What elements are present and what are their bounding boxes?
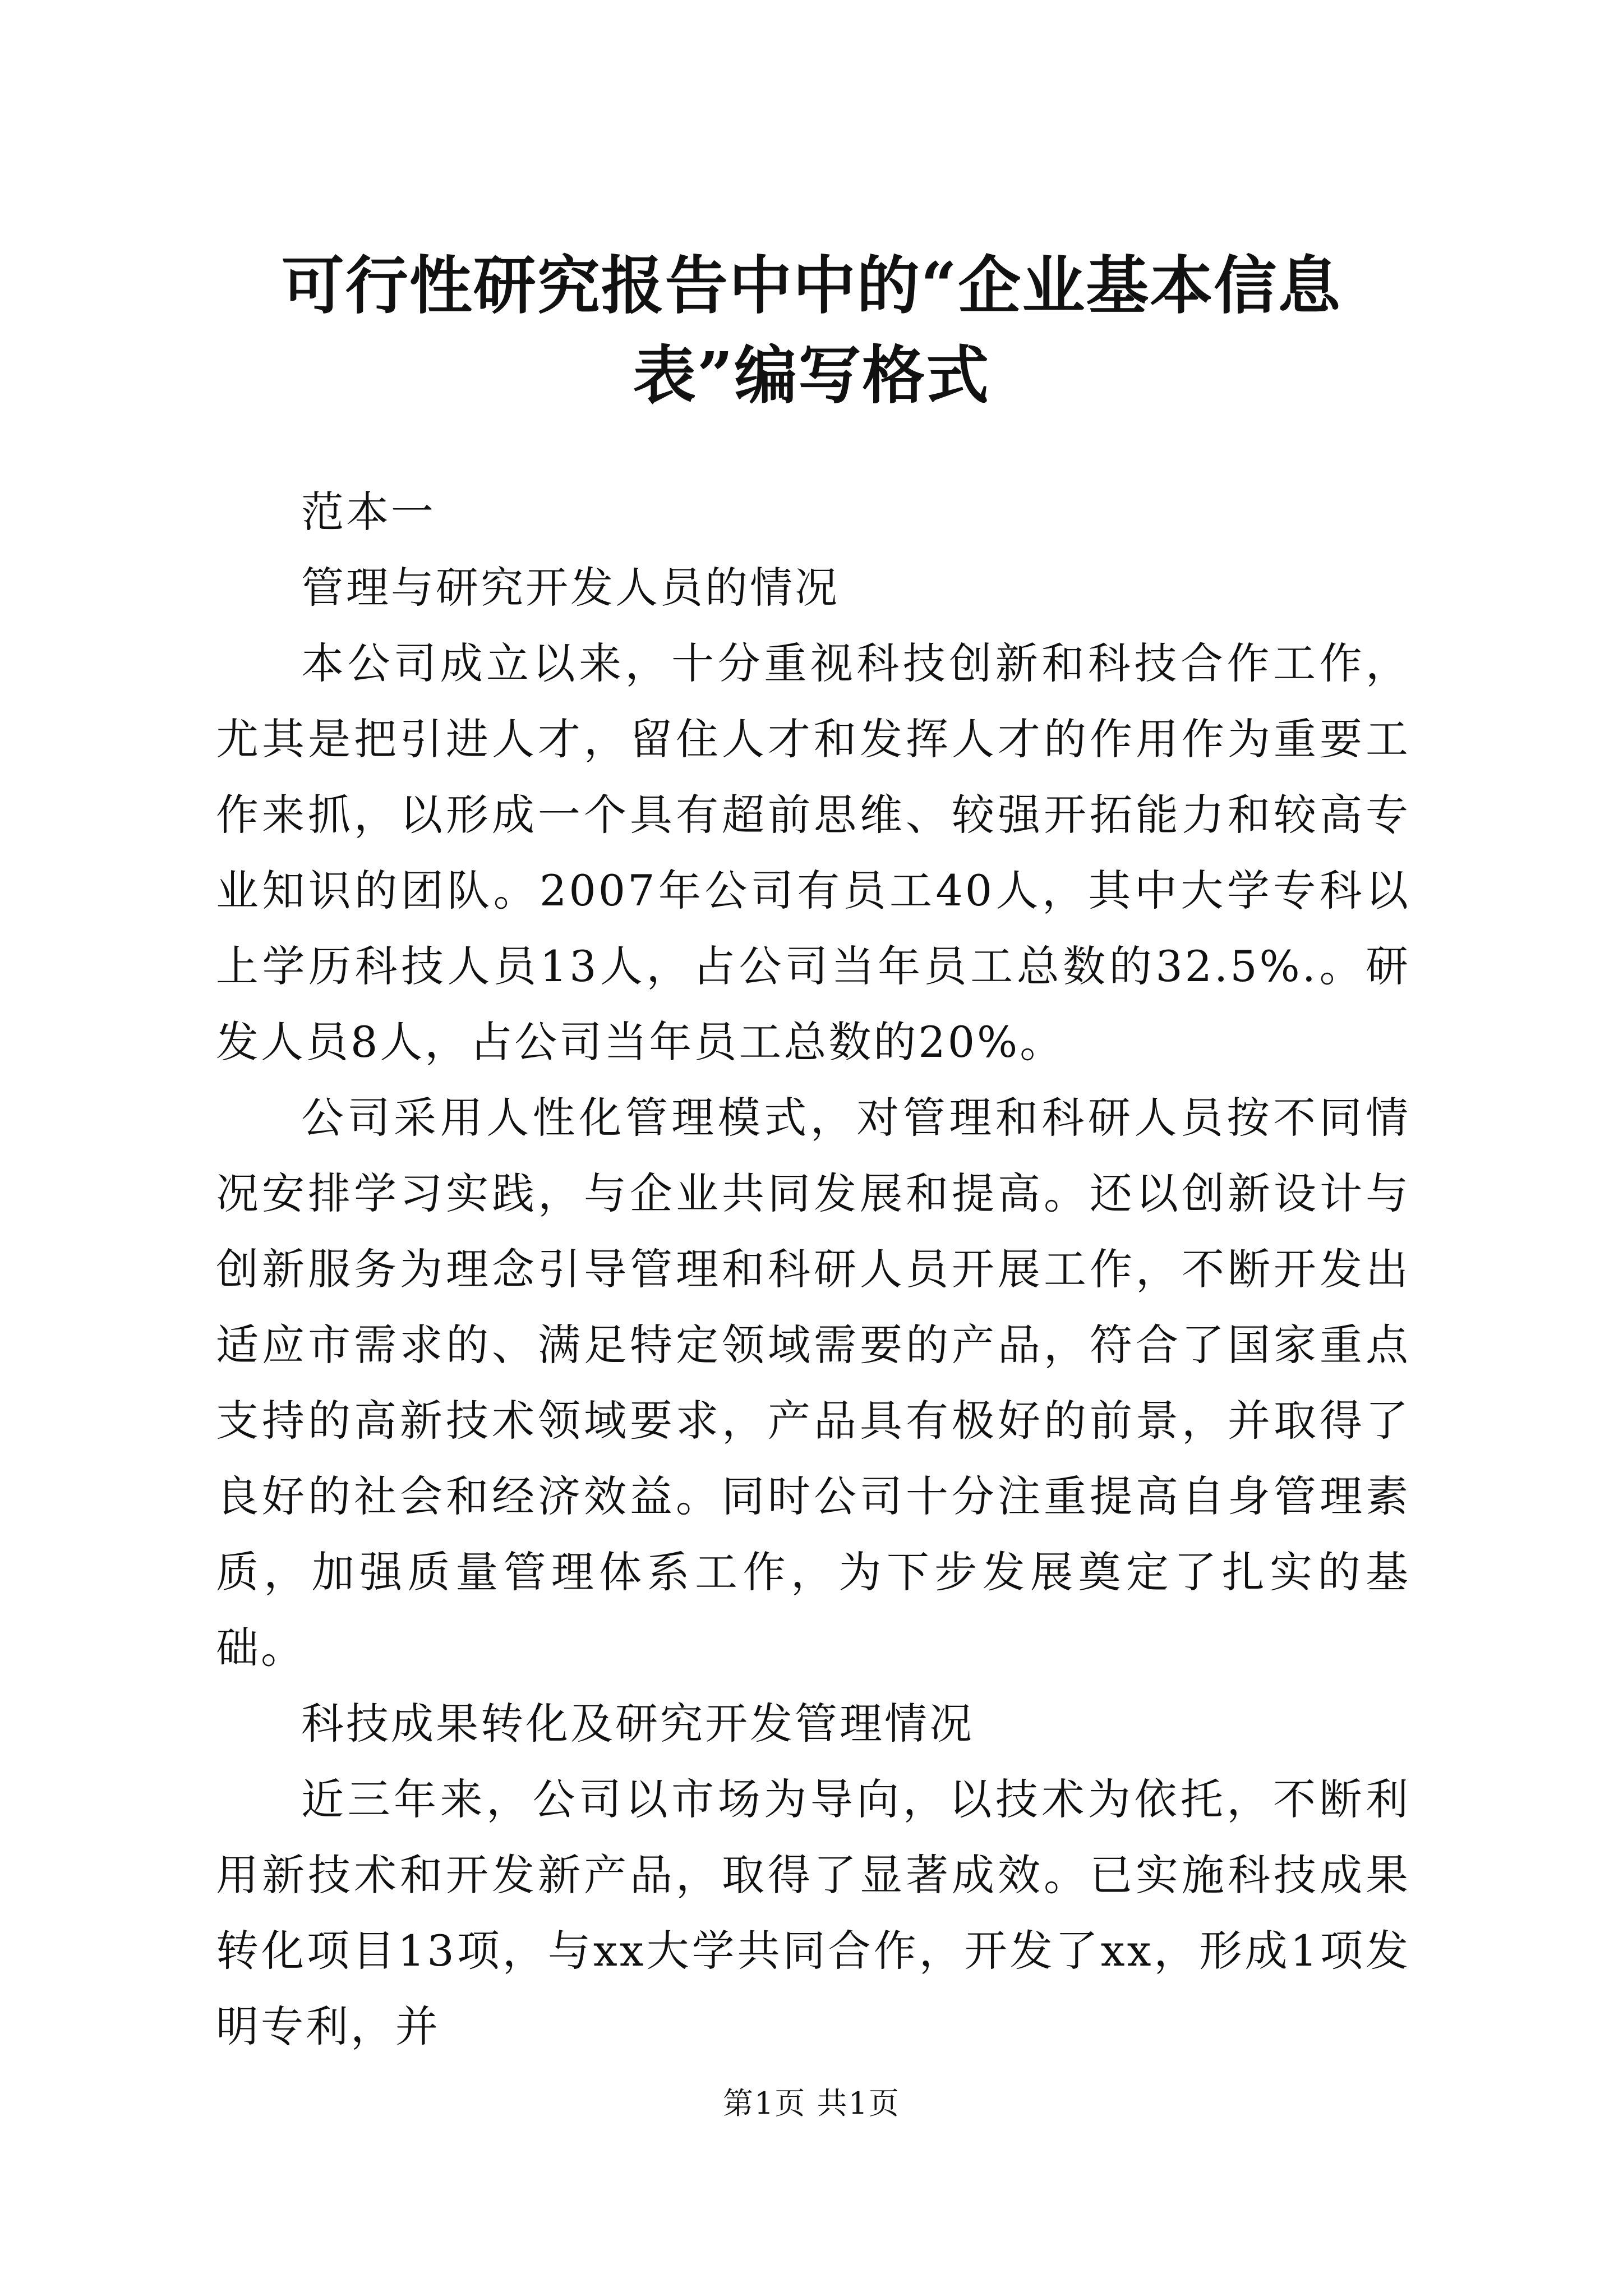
document-body xyxy=(216,474,1410,2064)
document-title: 可行性研究报告中中的“企业基本信息表”编写格式 xyxy=(281,249,1342,412)
section-heading-achievements: 科技成果转化及研究开发管理情况 xyxy=(301,1699,974,1749)
page-number-footer: 第1页 共1页 xyxy=(723,2086,900,2121)
paragraph-template-label: 范本一 xyxy=(301,487,436,537)
section-heading-personnel: 管理与研究开发人员的情况 xyxy=(301,563,840,613)
paragraph-achievements: 近三年来，公司以市场为导向，以技术为依托，不断利用新技术和开发新产品，取得了显著成效。已实施科技成果转化项目13项，与xx大学共同合作，开发了xx，形成1项发明专利，并 xyxy=(216,1774,1410,2051)
paragraph-personnel: 本公司成立以来，十分重视科技创新和科技合作工作，尤其是把引进人才，留住人才和发挥人才的作用作为重要工作来抓，以形成一个具有超前思维、较强开拓能力和较高专业知识的团队。2007年公司有员工40人，其中大学专科以上学历科技人员13人，占公司当年员工总数的32.5%.。研发人员8人，占公司当年员工总数的20%。 xyxy=(216,638,1410,1067)
paragraph-management: 公司采用人性化管理模式，对管理和科研人员按不同情况安排学习实践，与企业共同发展和提高。还以创新设计与创新服务为理念引导管理和科研人员开展工作，不断开发出适应市需求的、满足特定领域需要的产品，符合了国家重点支持的高新技术领域要求，产品具有极好的前景，并取得了良好的社会和经济效益。同时公司十分注重提高自身管理素质，加强质量管理体系工作，为下步发展奠定了扎实的基础。 xyxy=(216,1093,1410,1673)
